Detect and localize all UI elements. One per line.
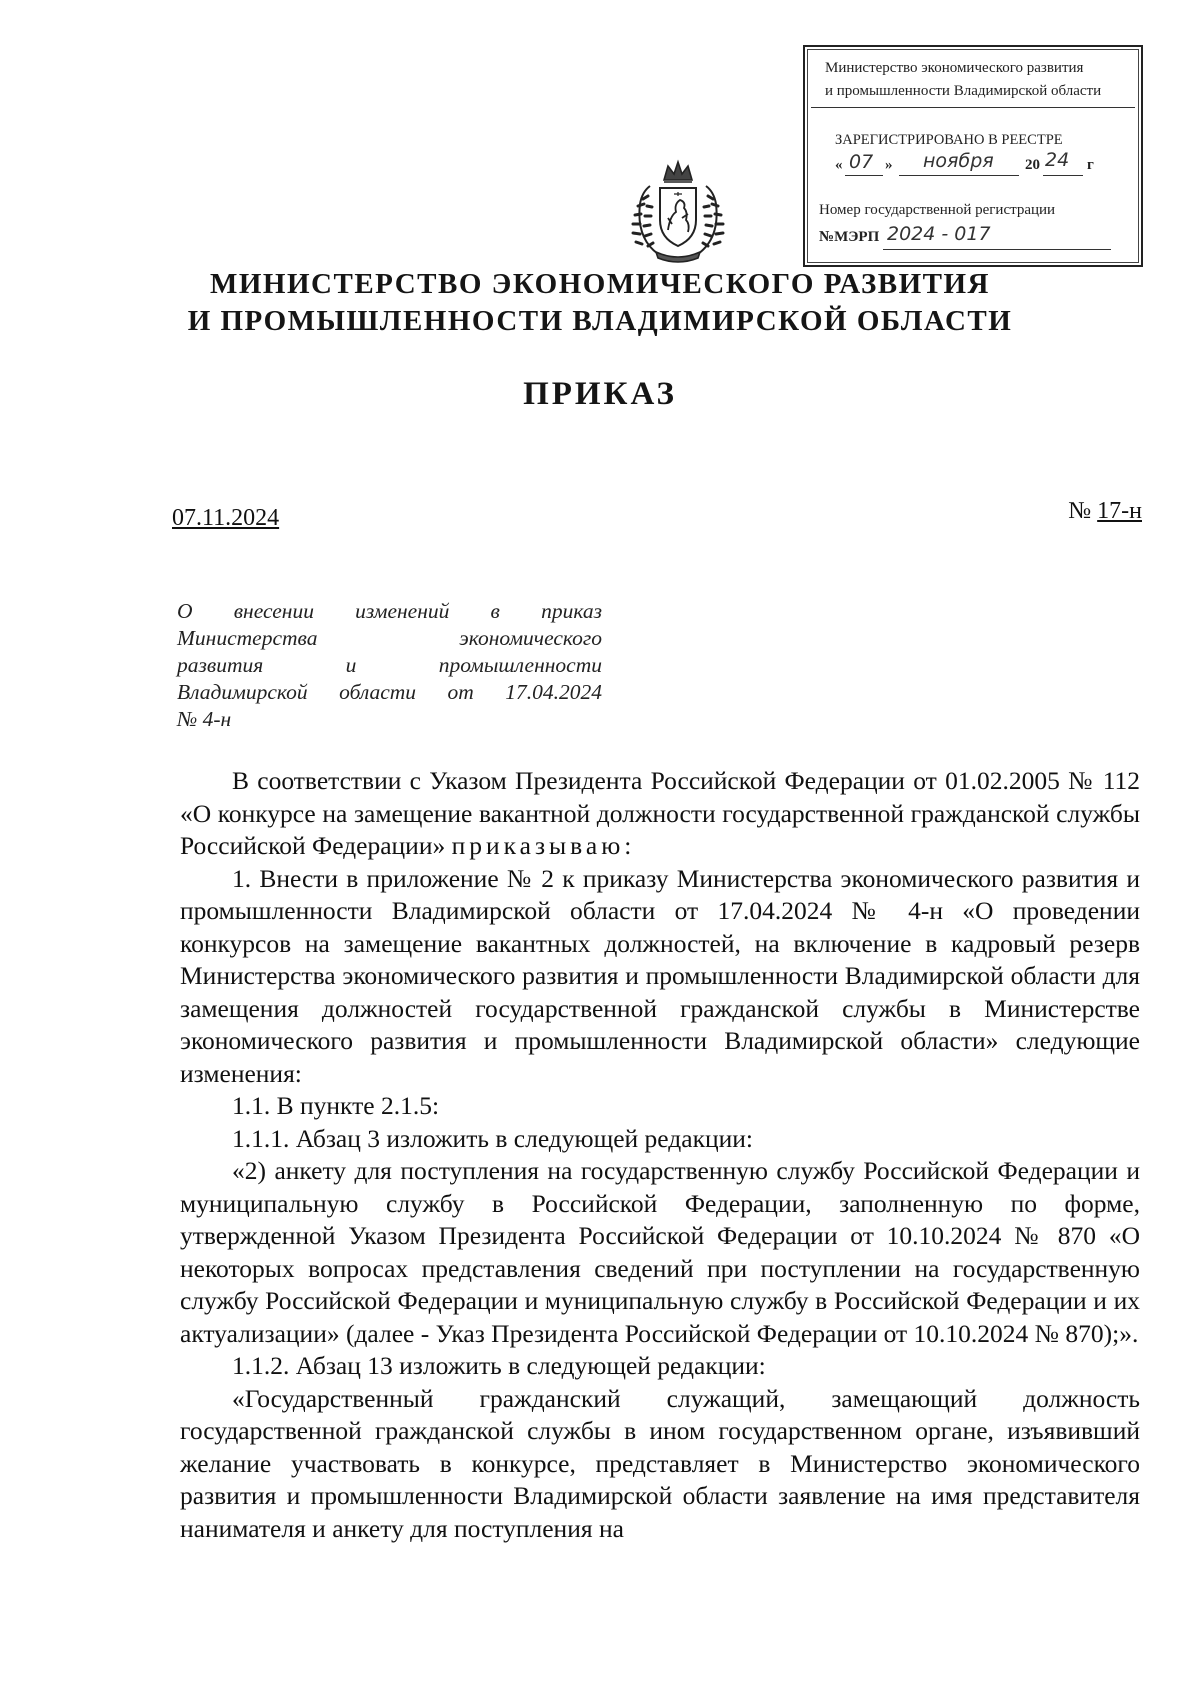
preamble-colon: : [624,831,632,860]
body-paragraph-quote-2: «2) анкету для поступления на государственную службу Российской Федерации и муниципальную службу в Российской Федерации, заполненную по форме, утвержденной Указом Президента Российской Федерации от 10.10.2024 № 870 «О некоторых вопросах представления сведений при поступлении на государственную службу Российской Федерации и муниципальную службу в Российской Федерации и их актуализации» (далее - Указ Президента Российской Федерации от 10.10.2024 № 870);». [180,1156,1140,1348]
stamp-year-prefix: 20 [1025,157,1040,173]
preamble-text: В соответствии с Указом Президента Российской Федерации от 01.02.2005 № 112 «О конкурсе на замещение вакантной должности государственной гражданской службы Российской Федерации» [180,766,1140,860]
body-paragraph-item-1-1: 1.1. В пункте 2.1.5: [232,1091,440,1120]
stamp-reg-number-label: Номер государственной регистрации [819,202,1056,218]
subject-line4: Владимирской области от 17.04.2024 [177,680,602,704]
stamp-divider [811,107,1135,108]
order-number [1068,498,1142,525]
stamp-org-line1: Министерство экономического развития [825,60,1084,76]
stamp-organization [825,57,1135,103]
body-paragraph-item-1: 1. Внести в приложение № 2 к приказу Министерства экономического развития и промышленности Владимирской области от 17.04.2024 № 4-н «О проведении конкурсов на замещение вакантных должностей, на включение в кадровый резерв Министерства экономического развития и промышленности Владимирской области для замещения должностей государственной гражданской службы в Министерстве экономического развития и промышленности Владимирской области» следующие изменения: [180,863,1140,1088]
stamp-reg-number-line [819,223,1119,246]
body-paragraph-preamble [180,765,1140,863]
subject-line2: Министерства экономического [177,626,602,650]
stamp-quote-close: » [885,157,893,173]
body-paragraph-quote-civil-servant: «Государственный гражданский служащий, замещающий должность государственной гражданской службы в ином государственном органе, изъявивший желание участвовать в конкурсе, представляет в Министерство экономического развития и промышленности Владимирской области заявление на имя представителя нанимателя и анкету для поступления на [180,1383,1140,1543]
subject-line1: О внесении изменений в приказ [177,599,602,623]
order-date: 07.11.2024 [172,505,280,531]
subject-line3: развития и промышленности [177,653,602,677]
stamp-date-line [835,149,1120,183]
order-body [180,765,1140,1545]
stamp-quote-open: « [835,157,843,173]
order-number-prefix: № [1068,498,1098,524]
document-type-title: ПРИКАЗ [523,376,677,412]
ministry-title-line1: МИНИСТЕРСТВО ЭКОНОМИЧЕСКОГО РАЗВИТИЯ [210,268,990,300]
stamp-registered-label: ЗАРЕГИСТРИРОВАНО В РЕЕСТРЕ [835,132,1063,148]
subject-line5: № 4-н [177,707,232,731]
stamp-month: ноября [923,150,994,172]
body-paragraph-item-1-1-2: 1.1.2. Абзац 13 изложить в следующей редакции: [232,1351,766,1380]
order-number-value: 17-н [1097,498,1142,524]
stamp-year-unit: г [1087,157,1094,173]
stamp-org-line2: и промышленности Владимирской области [825,83,1102,99]
preamble-order-word: приказываю [451,831,625,860]
order-subject [177,598,602,733]
stamp-year-suffix: 24 [1045,149,1070,171]
coat-of-arms-icon [628,158,728,263]
stamp-day: 07 [849,151,874,173]
stamp-reg-number-prefix: №МЭРП [819,229,880,245]
registration-stamp [803,45,1143,267]
ministry-title-line2: И ПРОМЫШЛЕННОСТИ ВЛАДИМИРСКОЙ ОБЛАСТИ [187,305,1013,337]
body-paragraph-item-1-1-1: 1.1.1. Абзац 3 изложить в следующей редакции: [232,1123,753,1153]
stamp-reg-number-value: 2024 - 017 [887,223,991,245]
